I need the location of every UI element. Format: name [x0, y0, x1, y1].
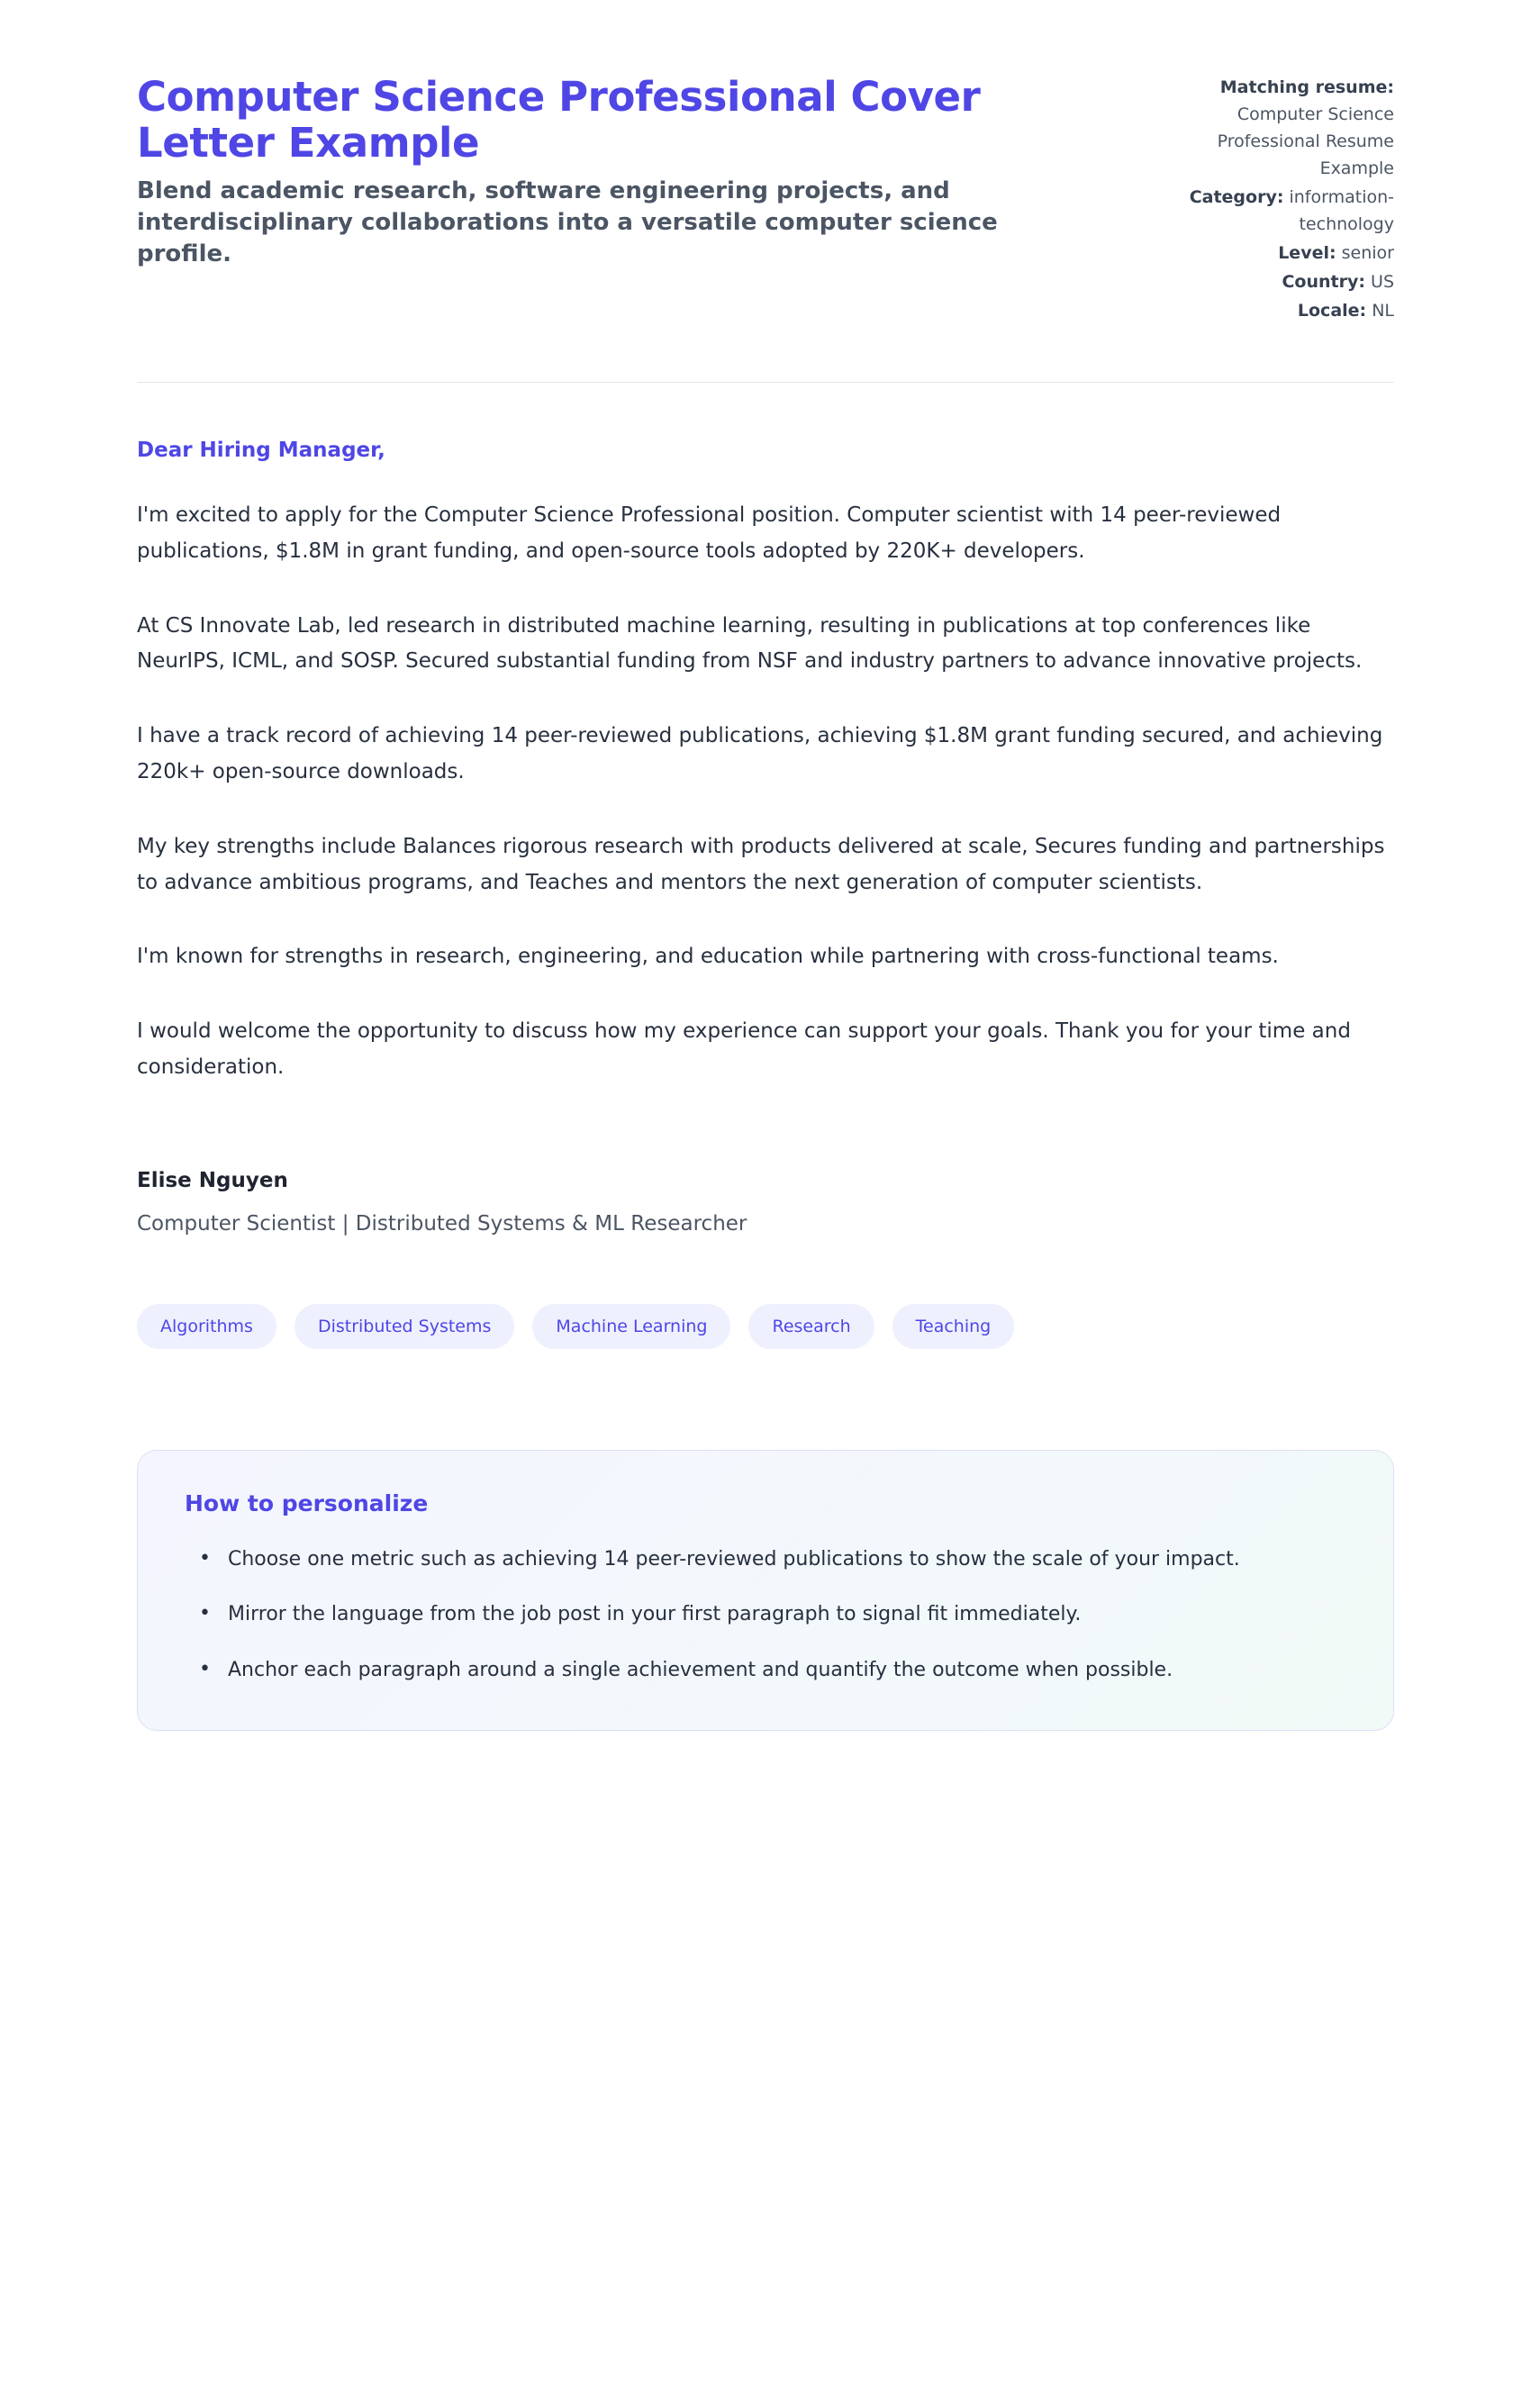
page-title: Computer Science Professional Cover Letter Example: [137, 73, 981, 167]
personalization-title: How to personalize: [185, 1489, 429, 1516]
signature-block: [137, 1169, 1394, 1236]
skill-tag[interactable]: Algorithms: [137, 1304, 276, 1349]
meta-label-locale: Locale:: [1297, 301, 1367, 321]
list-item: • Anchor each paragraph around a single achievement and quantify the outcome when possible.: [219, 1654, 1346, 1687]
skill-tag[interactable]: Research: [748, 1304, 874, 1349]
skill-tag[interactable]: Distributed Systems: [294, 1304, 514, 1349]
skill-tag[interactable]: Machine Learning: [532, 1304, 730, 1349]
signature-name: Elise Nguyen: [137, 1168, 288, 1192]
letter-paragraph: I would welcome the opportunity to discuss how my experience can support your goals. Thank you for your time and consideration.: [137, 1019, 1351, 1079]
meta-label-category: Category:: [1189, 187, 1284, 208]
meta-label-level: Level:: [1278, 243, 1336, 264]
meta-row-country: [1142, 268, 1394, 295]
letter-paragraph: I have a track record of achieving 14 peer-reviewed publications, achieving $1.8M grant funding secured, and achieving 220k+ open-source downloads.: [137, 724, 1383, 784]
letter-paragraph: At CS Innovate Lab, led research in distributed machine learning, resulting in publications at top conferences like NeurIPS, ICML, and SOSP. Secured substantial funding from NSF and industry partners to advance innovative projects.: [137, 613, 1363, 674]
meta-value-level: senior: [1341, 243, 1394, 264]
list-item: • Mirror the language from the job post in your first paragraph to signal fit immediately.: [219, 1598, 1346, 1631]
signature-role: Computer Scientist | Distributed Systems & ML Researcher: [137, 1211, 747, 1236]
document-header: [137, 47, 1394, 326]
letter-paragraph: My key strengths include Balances rigorous research with products delivered at scale, Secures funding and partnerships to advance ambitious programs, and Teaches and mentors the next generation of computer scientists.: [137, 834, 1385, 894]
cover-letter-body: [137, 383, 1394, 1236]
meta-row-locale: [1142, 297, 1394, 324]
meta-row-matching-resume: [1142, 74, 1394, 182]
header-text-block: [137, 74, 1064, 271]
meta-label-country: Country:: [1282, 272, 1365, 293]
letter-paragraph: I'm excited to apply for the Computer Science Professional position. Computer scientist with 14 peer-reviewed publications, $1.8M in grant funding, and open-source tools adopted by 220K+ developers.: [137, 503, 1282, 563]
meta-label-matching-resume: Matching resume:: [1219, 77, 1394, 97]
skill-tag-list: [137, 1304, 1394, 1349]
skill-tag[interactable]: Teaching: [892, 1304, 1015, 1349]
letter-paragraph: I'm known for strengths in research, engineering, and education while partnering with cross-functional teams.: [137, 945, 1279, 969]
meta-value-category: information-technology: [1289, 187, 1394, 235]
salutation: Dear Hiring Manager,: [137, 439, 385, 463]
meta-value-matching-resume: Computer Science Professional Resume Example: [1217, 104, 1394, 179]
meta-value-locale: NL: [1372, 301, 1394, 321]
personalization-list: [185, 1543, 1346, 1687]
page-subtitle: Blend academic research, software engineering projects, and interdisciplinary collaborations into a versatile computer science profile.: [137, 177, 998, 268]
meta-value-country: US: [1371, 272, 1394, 293]
document-metadata: [1142, 74, 1394, 326]
personalization-card: [137, 1450, 1394, 1731]
meta-row-level: [1142, 240, 1394, 267]
list-item: • Choose one metric such as achieving 14 peer-reviewed publications to show the scale of your impact.: [219, 1543, 1346, 1576]
meta-row-category: [1142, 184, 1394, 238]
